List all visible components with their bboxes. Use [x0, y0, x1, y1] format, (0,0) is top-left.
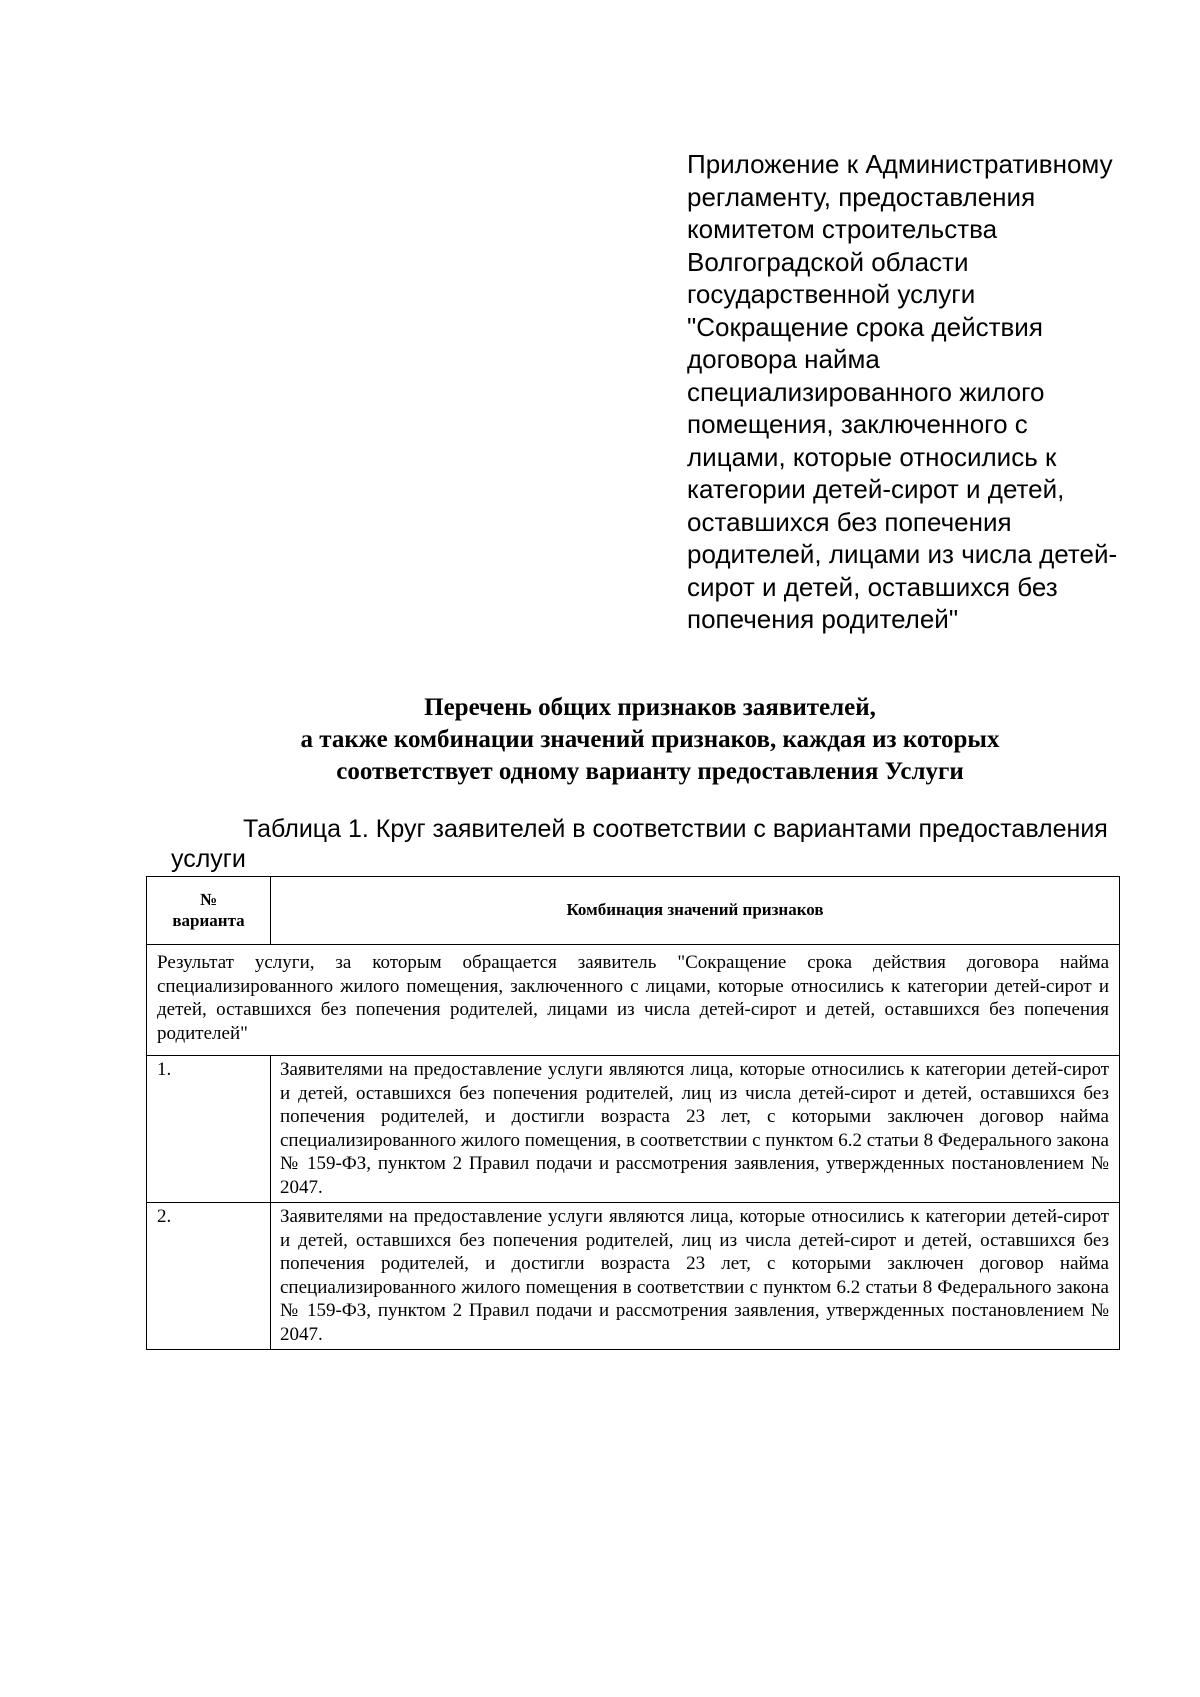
table-row: [147, 1203, 1120, 1350]
variants-table: [146, 876, 1120, 1350]
appendix-line: сирот и детей, оставшихся без: [687, 571, 1058, 602]
appendix-line: оставшихся без попечения: [687, 506, 1012, 537]
variant-number: 1.: [147, 1056, 271, 1203]
appendix-line: регламенту, предоставления: [687, 181, 1036, 212]
header-num-label: варианта: [172, 911, 245, 930]
appendix-note: [687, 148, 1147, 636]
table-caption: [171, 814, 1131, 874]
title-line: соответствует одному варианту предоставления Услуги: [336, 758, 964, 785]
document-title: [140, 692, 1160, 788]
table-row: [147, 1056, 1120, 1203]
variant-description: Заявителями на предоставление услуги являются лица, которые относились к категории детей-сирот и детей, оставшихся без попечения родителей, лиц из числа детей-сирот и детей, оставшихся без попечения родителей, и достигли возраста 23 лет, с которыми заключен договор найма специализированного жилого помещения, в соответствии с пунктом 6.2 статьи 8 Федерального закона № 159-ФЗ, пунктом 2 Правил подачи и рассмотрения заявления, утвержденных постановлением № 2047.: [271, 1056, 1120, 1203]
appendix-line: Волгоградской области: [687, 246, 969, 277]
appendix-line: попечения родителей": [687, 604, 959, 634]
header-variant-number: [147, 877, 271, 945]
table-caption-line: услуги: [171, 845, 246, 873]
appendix-line: договора найма: [687, 344, 880, 374]
appendix-line: государственной услуги: [687, 279, 976, 309]
variant-number: 2.: [147, 1203, 271, 1350]
result-description: Результат услуги, за которым обращается заявитель "Сокращение срока действия договора найма специализированного жилого помещения, заключенного с лицами, которые относились к категории детей-сирот и детей, оставшихся без попечения родителей, лицами из числа детей-сирот и детей, оставшихся без попечения родителей": [147, 945, 1120, 1056]
result-row: [147, 945, 1120, 1056]
appendix-line: "Сокращение срока действия: [687, 311, 1043, 342]
appendix-line: комитетом строительства: [687, 214, 998, 244]
appendix-line: помещения, заключенного с: [687, 409, 1028, 439]
table-caption-line: Таблица 1. Круг заявителей в соответствии с вариантами предоставления: [243, 815, 1108, 843]
variant-description: Заявителями на предоставление услуги являются лица, которые относились к категории детей-сирот и детей, оставшихся без попечения родителей, лиц из числа детей-сирот и детей, оставшихся без попечения родителей, и достигли возраста 23 лет, с которыми заключен договор найма специализированного жилого помещения в соответствии с пунктом 6.2 статьи 8 Федерального закона № 159-ФЗ, пунктом 2 Правил подачи и рассмотрения заявления, утвержденных постановлением № 2047.: [271, 1203, 1120, 1350]
appendix-line: Приложение к Административному: [687, 149, 1113, 179]
title-line: Перечень общих признаков заявителей,: [424, 694, 876, 721]
table-header-row: [147, 877, 1120, 945]
header-num-symbol: №: [199, 890, 218, 909]
appendix-line: категории детей-сирот и детей,: [687, 474, 1065, 504]
header-combination: Комбинация значений признаков: [271, 877, 1120, 945]
appendix-line: лицами, которые относились к: [687, 441, 1057, 472]
appendix-line: специализированного жилого: [687, 376, 1045, 407]
title-line: а также комбинации значений признаков, каждая из которых: [300, 726, 1000, 753]
appendix-line: родителей, лицами из числа детей-: [687, 539, 1118, 569]
